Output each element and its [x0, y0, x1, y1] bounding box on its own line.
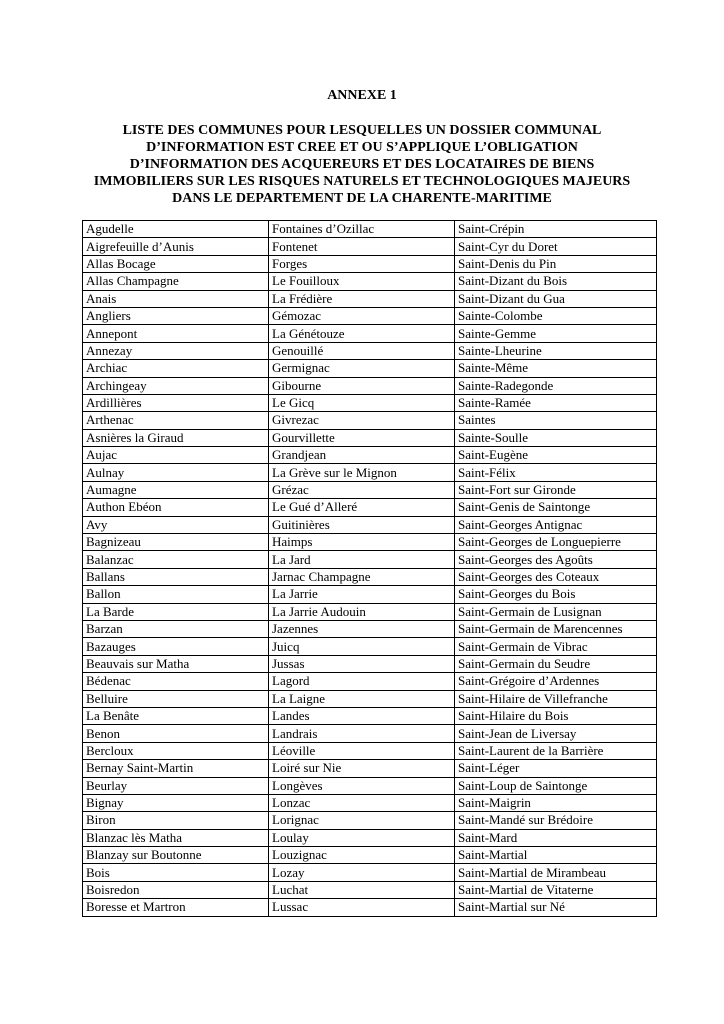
commune-cell: Saint-Dizant du Bois [455, 273, 657, 290]
commune-cell: Sainte-Lheurine [455, 342, 657, 359]
commune-cell: Agudelle [83, 221, 269, 238]
commune-cell: Jarnac Champagne [269, 568, 455, 585]
table-row [83, 221, 657, 238]
commune-cell: Saint-Martial de Mirambeau [455, 864, 657, 881]
commune-cell: Saint-Félix [455, 464, 657, 481]
commune-cell: Saint-Denis du Pin [455, 255, 657, 272]
commune-cell: Sainte-Colombe [455, 307, 657, 324]
commune-cell: Boresse et Martron [83, 899, 269, 916]
commune-cell: La Jarrie Audouin [269, 603, 455, 620]
commune-cell: Juicq [269, 638, 455, 655]
commune-cell: Saint-Genis de Saintonge [455, 499, 657, 516]
commune-cell: Louzignac [269, 847, 455, 864]
document-title [60, 122, 664, 207]
commune-cell: Saint-Jean de Liversay [455, 725, 657, 742]
table-row [83, 377, 657, 394]
commune-cell: Barzan [83, 620, 269, 637]
commune-cell: Landrais [269, 725, 455, 742]
table-row [83, 620, 657, 637]
table-row [83, 586, 657, 603]
table-row [83, 412, 657, 429]
communes-table [82, 220, 657, 917]
commune-cell: Saint-Georges du Bois [455, 586, 657, 603]
commune-cell: La Laigne [269, 690, 455, 707]
commune-cell: Saint-Germain du Seudre [455, 655, 657, 672]
table-row [83, 690, 657, 707]
commune-cell: Saint-Martial de Vitaterne [455, 881, 657, 898]
title-line: D’INFORMATION EST CREE ET OU S’APPLIQUE L’OBLIGATION [146, 140, 578, 155]
commune-cell: Boisredon [83, 881, 269, 898]
commune-cell: Lonzac [269, 794, 455, 811]
commune-cell: Léoville [269, 742, 455, 759]
commune-cell: Saint-Fort sur Gironde [455, 481, 657, 498]
commune-cell: Anais [83, 290, 269, 307]
commune-cell: Allas Bocage [83, 255, 269, 272]
commune-cell: Asnières la Giraud [83, 429, 269, 446]
table-row [83, 325, 657, 342]
commune-cell: Sainte-Gemme [455, 325, 657, 342]
commune-cell: Archingeay [83, 377, 269, 394]
commune-cell: Lorignac [269, 812, 455, 829]
table-row [83, 516, 657, 533]
commune-cell: Aigrefeuille d’Aunis [83, 238, 269, 255]
table-row [83, 673, 657, 690]
commune-cell: La Frédière [269, 290, 455, 307]
commune-cell: Saint-Mard [455, 829, 657, 846]
commune-cell: Aulnay [83, 464, 269, 481]
commune-cell: Beauvais sur Matha [83, 655, 269, 672]
commune-cell: Ballans [83, 568, 269, 585]
commune-cell: Bercloux [83, 742, 269, 759]
commune-cell: Bagnizeau [83, 534, 269, 551]
table-row [83, 847, 657, 864]
commune-cell: Jazennes [269, 620, 455, 637]
commune-cell: Germignac [269, 360, 455, 377]
table-row [83, 551, 657, 568]
table-row [83, 447, 657, 464]
commune-cell: Saint-Georges Antignac [455, 516, 657, 533]
commune-cell: Gourvillette [269, 429, 455, 446]
table-row [83, 481, 657, 498]
table-row [83, 238, 657, 255]
commune-cell: Annezay [83, 342, 269, 359]
commune-cell: Gibourne [269, 377, 455, 394]
table-row [83, 255, 657, 272]
commune-cell: Saint-Georges des Agoûts [455, 551, 657, 568]
table-row [83, 899, 657, 916]
table-row [83, 638, 657, 655]
table-row [83, 794, 657, 811]
commune-cell: Saint-Georges de Longuepierre [455, 534, 657, 551]
commune-cell: La Benâte [83, 707, 269, 724]
commune-cell: Saintes [455, 412, 657, 429]
commune-cell: Saint-Mandé sur Brédoire [455, 812, 657, 829]
commune-cell: Blanzay sur Boutonne [83, 847, 269, 864]
commune-cell: Saint-Eugène [455, 447, 657, 464]
commune-cell: Aujac [83, 447, 269, 464]
table-row [83, 273, 657, 290]
table-row [83, 499, 657, 516]
commune-cell: Bazauges [83, 638, 269, 655]
commune-cell: Jussas [269, 655, 455, 672]
commune-cell: Genouillé [269, 342, 455, 359]
title-line: IMMOBILIERS SUR LES RISQUES NATURELS ET TECHNOLOGIQUES MAJEURS [93, 174, 631, 189]
table-row [83, 812, 657, 829]
commune-cell: La Jarrie [269, 586, 455, 603]
communes-table-body [83, 221, 657, 917]
table-row [83, 534, 657, 551]
commune-cell: Lagord [269, 673, 455, 690]
commune-cell: Angliers [83, 307, 269, 324]
commune-cell: Luchat [269, 881, 455, 898]
commune-cell: Sainte-Ramée [455, 394, 657, 411]
commune-cell: Aumagne [83, 481, 269, 498]
title-line: DANS LE DEPARTEMENT DE LA CHARENTE-MARITIME [172, 191, 552, 206]
table-row [83, 342, 657, 359]
commune-cell: Benon [83, 725, 269, 742]
commune-cell: Sainte-Même [455, 360, 657, 377]
commune-cell: Loiré sur Nie [269, 760, 455, 777]
commune-cell: Balanzac [83, 551, 269, 568]
commune-cell: La Grève sur le Mignon [269, 464, 455, 481]
table-row [83, 394, 657, 411]
commune-cell: Le Fouilloux [269, 273, 455, 290]
commune-cell: Bernay Saint-Martin [83, 760, 269, 777]
table-row [83, 829, 657, 846]
table-row [83, 360, 657, 377]
table-row [83, 742, 657, 759]
table-row [83, 464, 657, 481]
commune-cell: Le Gicq [269, 394, 455, 411]
table-row [83, 603, 657, 620]
commune-cell: Saint-Germain de Vibrac [455, 638, 657, 655]
commune-cell: Saint-Hilaire de Villefranche [455, 690, 657, 707]
commune-cell: Haimps [269, 534, 455, 551]
commune-cell: Saint-Martial [455, 847, 657, 864]
table-row [83, 429, 657, 446]
commune-cell: La Barde [83, 603, 269, 620]
table-row [83, 707, 657, 724]
commune-cell: La Génétouze [269, 325, 455, 342]
table-row [83, 568, 657, 585]
commune-cell: Saint-Germain de Lusignan [455, 603, 657, 620]
commune-cell: Longèves [269, 777, 455, 794]
commune-cell: Sainte-Soulle [455, 429, 657, 446]
commune-cell: Saint-Crépin [455, 221, 657, 238]
commune-cell: Archiac [83, 360, 269, 377]
table-row [83, 290, 657, 307]
commune-cell: Fontaines d’Ozillac [269, 221, 455, 238]
commune-cell: Sainte-Radegonde [455, 377, 657, 394]
commune-cell: Bignay [83, 794, 269, 811]
commune-cell: Fontenet [269, 238, 455, 255]
commune-cell: Gémozac [269, 307, 455, 324]
commune-cell: Saint-Léger [455, 760, 657, 777]
commune-cell: Givrezac [269, 412, 455, 429]
commune-cell: Lozay [269, 864, 455, 881]
commune-cell: Saint-Georges des Coteaux [455, 568, 657, 585]
commune-cell: Le Gué d’Alleré [269, 499, 455, 516]
commune-cell: Saint-Dizant du Gua [455, 290, 657, 307]
table-row [83, 881, 657, 898]
commune-cell: Saint-Martial sur Né [455, 899, 657, 916]
commune-cell: Saint-Cyr du Doret [455, 238, 657, 255]
commune-cell: Lussac [269, 899, 455, 916]
title-line: D’INFORMATION DES ACQUEREURS ET DES LOCATAIRES DE BIENS [129, 157, 595, 172]
commune-cell: Grézac [269, 481, 455, 498]
commune-cell: Guitinières [269, 516, 455, 533]
table-row [83, 655, 657, 672]
commune-cell: Avy [83, 516, 269, 533]
commune-cell: Bédenac [83, 673, 269, 690]
title-line: LISTE DES COMMUNES POUR LESQUELLES UN DOSSIER COMMUNAL [122, 123, 602, 138]
table-row [83, 864, 657, 881]
commune-cell: La Jard [269, 551, 455, 568]
commune-cell: Grandjean [269, 447, 455, 464]
commune-cell: Allas Champagne [83, 273, 269, 290]
annex-title: ANNEXE 1 [327, 88, 397, 103]
commune-cell: Saint-Grégoire d’Ardennes [455, 673, 657, 690]
commune-cell: Ballon [83, 586, 269, 603]
commune-cell: Saint-Maigrin [455, 794, 657, 811]
commune-cell: Loulay [269, 829, 455, 846]
commune-cell: Biron [83, 812, 269, 829]
commune-cell: Saint-Germain de Marencennes [455, 620, 657, 637]
commune-cell: Annepont [83, 325, 269, 342]
commune-cell: Ardillières [83, 394, 269, 411]
commune-cell: Belluire [83, 690, 269, 707]
table-row [83, 725, 657, 742]
commune-cell: Authon Ebéon [83, 499, 269, 516]
table-row [83, 760, 657, 777]
table-row [83, 777, 657, 794]
commune-cell: Landes [269, 707, 455, 724]
commune-cell: Saint-Hilaire du Bois [455, 707, 657, 724]
table-row [83, 307, 657, 324]
commune-cell: Arthenac [83, 412, 269, 429]
commune-cell: Forges [269, 255, 455, 272]
commune-cell: Beurlay [83, 777, 269, 794]
commune-cell: Blanzac lès Matha [83, 829, 269, 846]
commune-cell: Saint-Loup de Saintonge [455, 777, 657, 794]
commune-cell: Saint-Laurent de la Barrière [455, 742, 657, 759]
commune-cell: Bois [83, 864, 269, 881]
